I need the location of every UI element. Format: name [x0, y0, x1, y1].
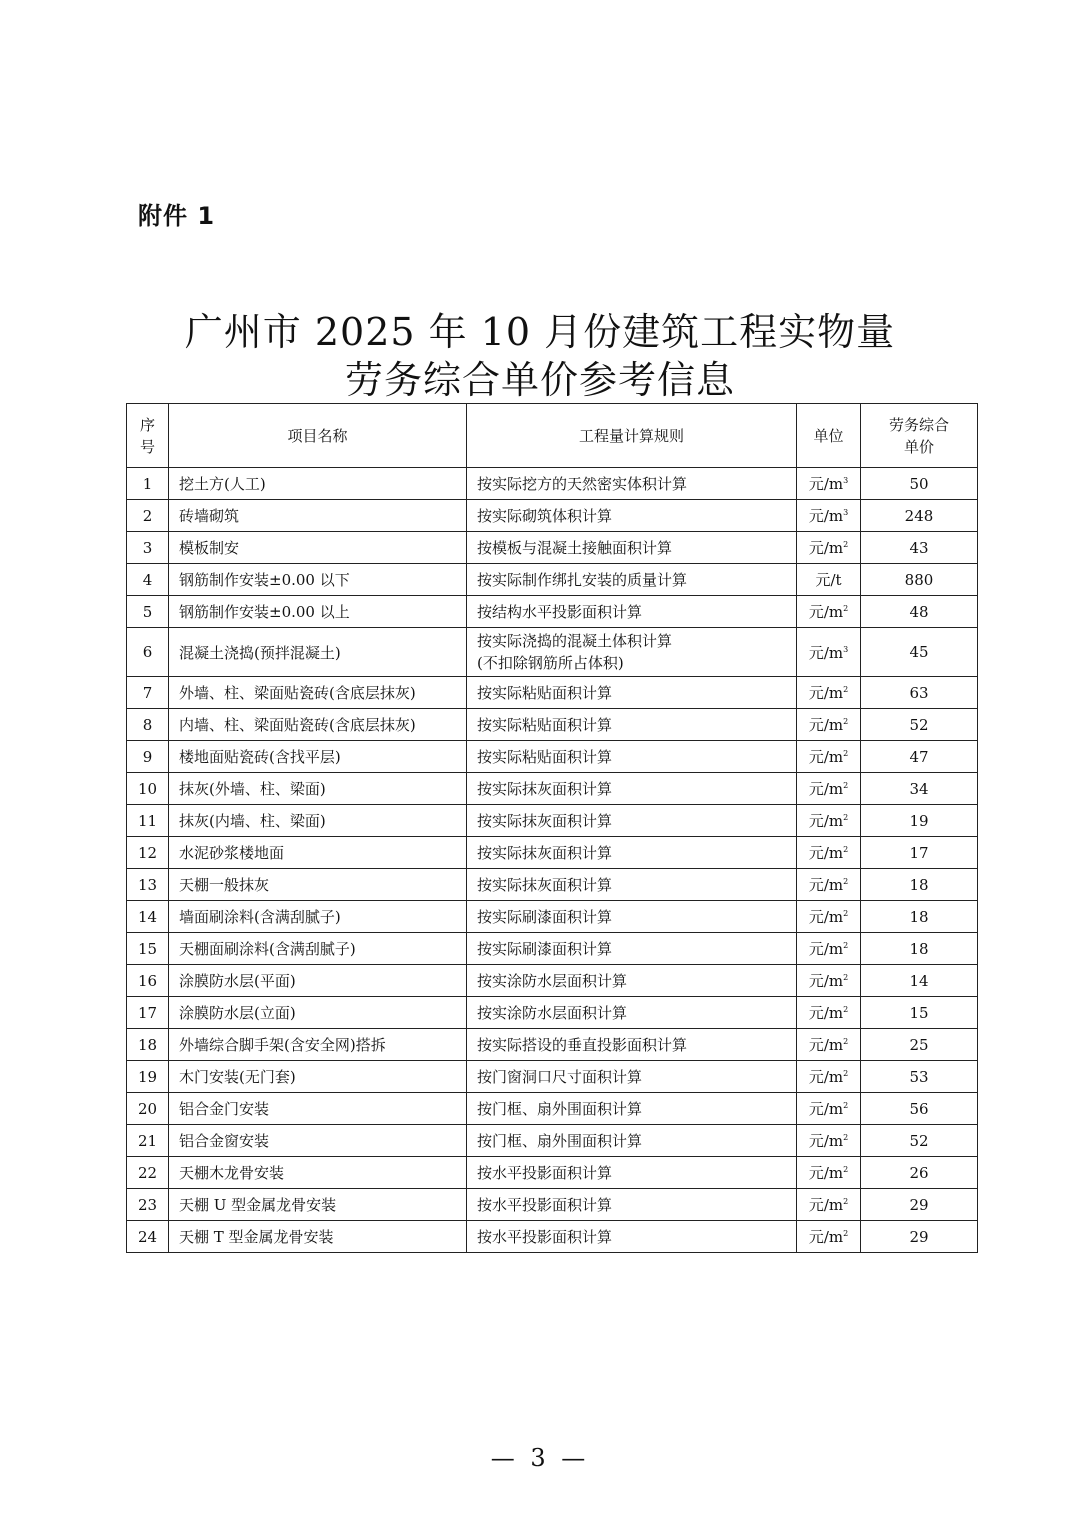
cell-calc-rule — [467, 596, 797, 628]
price-table — [126, 403, 978, 1253]
cell-calc-rule — [467, 1221, 797, 1253]
title-line-1: 广州市 2025 年 10 月份建筑工程实物量 — [184, 310, 896, 354]
table-row — [127, 596, 978, 628]
table-row — [127, 773, 978, 805]
cell-item-name: 木门安装(无门套) — [169, 1061, 467, 1093]
cell-unit — [797, 468, 861, 500]
cell-no: 20 — [127, 1093, 169, 1125]
unit-exponent: 2 — [843, 973, 849, 982]
cell-item-name: 钢筋制作安装±0.00 以上 — [169, 596, 467, 628]
cell-calc-rule — [467, 709, 797, 741]
unit-text: 元/m — [808, 1068, 844, 1086]
cell-calc-rule — [467, 997, 797, 1029]
cell-calc-rule — [467, 965, 797, 997]
cell-price: 50 — [861, 468, 978, 500]
table-body — [127, 468, 978, 1253]
cell-calc-rule — [467, 1125, 797, 1157]
cell-no: 9 — [127, 741, 169, 773]
cell-price: 47 — [861, 741, 978, 773]
unit-exponent: 2 — [843, 781, 849, 790]
attachment-label: 附件 1 — [138, 202, 216, 230]
cell-calc-rule — [467, 805, 797, 837]
cell-price: 29 — [861, 1221, 978, 1253]
cell-item-name: 墙面刷涂料(含满刮腻子) — [169, 901, 467, 933]
cell-price: 52 — [861, 709, 978, 741]
table-row — [127, 1157, 978, 1189]
cell-calc-rule — [467, 1093, 797, 1125]
unit-exponent: 2 — [843, 540, 849, 549]
cell-no: 22 — [127, 1157, 169, 1189]
unit-text: 元/m — [808, 643, 844, 662]
calc-rule-line: 按实际抹灰面积计算 — [477, 811, 613, 830]
cell-no: 18 — [127, 1029, 169, 1061]
cell-unit — [797, 837, 861, 869]
cell-unit — [797, 1029, 861, 1061]
cell-price: 34 — [861, 773, 978, 805]
cell-item-name: 挖土方(人工) — [169, 468, 467, 500]
cell-item-name: 砖墙砌筑 — [169, 500, 467, 532]
table-row — [127, 500, 978, 532]
calc-rule-line: 按实际刷漆面积计算 — [477, 939, 613, 958]
cell-item-name: 抹灰(外墙、柱、梁面) — [169, 773, 467, 805]
cell-item-name: 天棚 T 型金属龙骨安装 — [169, 1221, 467, 1253]
cell-no: 8 — [127, 709, 169, 741]
calc-rule-line: 按实际挖方的天然密实体积计算 — [477, 474, 688, 493]
table-row — [127, 532, 978, 564]
cell-no: 1 — [127, 468, 169, 500]
table-header-row — [127, 404, 978, 468]
cell-unit — [797, 1093, 861, 1125]
calc-rule-line: 按实际抹灰面积计算 — [477, 875, 613, 894]
cell-calc-rule — [467, 1189, 797, 1221]
unit-text: 元/m — [808, 539, 844, 557]
cell-unit — [797, 564, 861, 596]
cell-unit — [797, 741, 861, 773]
cell-unit — [797, 1221, 861, 1253]
cell-no: 4 — [127, 564, 169, 596]
cell-price: 63 — [861, 677, 978, 709]
table-row — [127, 741, 978, 773]
cell-calc-rule — [467, 677, 797, 709]
cell-unit — [797, 965, 861, 997]
calc-rule-note: (不扣除钢筋所占体积) — [477, 654, 624, 672]
cell-unit — [797, 1157, 861, 1189]
unit-text: 元/m — [808, 876, 844, 894]
unit-text: 元/m — [808, 1004, 844, 1022]
header-no: 序 号 — [127, 404, 169, 468]
table-row — [127, 1093, 978, 1125]
unit-text: 元/m — [808, 1228, 844, 1246]
cell-unit — [797, 773, 861, 805]
unit-exponent: 2 — [843, 1229, 849, 1238]
cell-item-name: 天棚木龙骨安装 — [169, 1157, 467, 1189]
unit-exponent: 2 — [843, 1101, 849, 1110]
table-row — [127, 677, 978, 709]
unit-exponent: 3 — [843, 644, 849, 654]
unit-text: 元/m — [808, 812, 844, 830]
calc-rule-line: 按实际刷漆面积计算 — [477, 907, 613, 926]
cell-calc-rule — [467, 532, 797, 564]
unit-text: 元/m — [808, 780, 844, 798]
table-row — [127, 468, 978, 500]
cell-unit — [797, 997, 861, 1029]
header-name: 项目名称 — [169, 404, 467, 468]
unit-text: 元/m — [808, 940, 844, 958]
cell-price: 17 — [861, 837, 978, 869]
calc-rule-line: 按实际粘贴面积计算 — [477, 715, 613, 734]
cell-calc-rule — [467, 1061, 797, 1093]
cell-item-name: 抹灰(内墙、柱、梁面) — [169, 805, 467, 837]
unit-text: 元/m — [808, 1036, 844, 1054]
table-row — [127, 965, 978, 997]
cell-unit — [797, 532, 861, 564]
unit-exponent: 2 — [843, 941, 849, 950]
unit-exponent: 2 — [843, 1005, 849, 1014]
cell-price: 52 — [861, 1125, 978, 1157]
unit-exponent: 2 — [843, 1069, 849, 1078]
cell-no: 21 — [127, 1125, 169, 1157]
unit-exponent: 2 — [843, 1197, 849, 1206]
header-rule: 工程量计算规则 — [467, 404, 797, 468]
cell-price: 18 — [861, 901, 978, 933]
unit-exponent: 2 — [843, 845, 849, 854]
table-row — [127, 997, 978, 1029]
cell-unit — [797, 500, 861, 532]
cell-unit — [797, 1061, 861, 1093]
table-row — [127, 1061, 978, 1093]
calc-rule-line: 按实际浇捣的混凝土体积计算 — [477, 632, 673, 650]
cell-unit — [797, 628, 861, 677]
cell-no: 17 — [127, 997, 169, 1029]
cell-unit — [797, 677, 861, 709]
cell-no: 5 — [127, 596, 169, 628]
unit-exponent: 3 — [843, 476, 849, 485]
unit-text: 元/m — [808, 1196, 844, 1214]
header-price: 劳务综合 单价 — [861, 404, 978, 468]
unit-text: 元/m — [808, 1164, 844, 1182]
cell-no: 6 — [127, 628, 169, 677]
cell-item-name: 钢筋制作安装±0.00 以下 — [169, 564, 467, 596]
table-row — [127, 1125, 978, 1157]
table-row — [127, 1189, 978, 1221]
cell-item-name: 天棚 U 型金属龙骨安装 — [169, 1189, 467, 1221]
calc-rule-line: 按水平投影面积计算 — [477, 1227, 613, 1246]
cell-no: 7 — [127, 677, 169, 709]
cell-item-name: 内墙、柱、梁面贴瓷砖(含底层抹灰) — [169, 709, 467, 741]
table-row — [127, 901, 978, 933]
cell-no: 12 — [127, 837, 169, 869]
unit-text: 元/m — [808, 507, 844, 525]
table-row — [127, 628, 978, 677]
cell-no: 2 — [127, 500, 169, 532]
cell-price: 29 — [861, 1189, 978, 1221]
unit-exponent: 2 — [843, 717, 849, 726]
table-row — [127, 1029, 978, 1061]
cell-calc-rule — [467, 500, 797, 532]
cell-calc-rule — [467, 564, 797, 596]
calc-rule-line: 按实际粘贴面积计算 — [477, 683, 613, 702]
cell-item-name: 天棚一般抹灰 — [169, 869, 467, 901]
unit-exponent: 2 — [843, 813, 849, 822]
calc-rule-line: 按门窗洞口尺寸面积计算 — [477, 1067, 643, 1086]
unit-text: 元/m — [808, 1100, 844, 1118]
cell-item-name: 涂膜防水层(立面) — [169, 997, 467, 1029]
unit-text: 元/m — [808, 844, 844, 862]
unit-exponent: 2 — [843, 877, 849, 886]
unit-text: 元/m — [808, 972, 844, 990]
document-title — [0, 308, 1080, 404]
unit-text: 元/m — [808, 475, 844, 493]
cell-unit — [797, 596, 861, 628]
unit-exponent: 3 — [843, 508, 849, 517]
cell-price: 14 — [861, 965, 978, 997]
cell-item-name: 楼地面贴瓷砖(含找平层) — [169, 741, 467, 773]
cell-calc-rule — [467, 468, 797, 500]
cell-calc-rule — [467, 628, 797, 677]
calc-rule-line: 按实际抹灰面积计算 — [477, 843, 613, 862]
calc-rule-line: 按结构水平投影面积计算 — [477, 602, 643, 621]
cell-price: 18 — [861, 869, 978, 901]
table-row — [127, 1221, 978, 1253]
cell-calc-rule — [467, 901, 797, 933]
unit-text: 元/m — [808, 748, 844, 766]
table-row — [127, 805, 978, 837]
cell-unit — [797, 901, 861, 933]
table-row — [127, 564, 978, 596]
cell-unit — [797, 1189, 861, 1221]
calc-rule-line: 按实际抹灰面积计算 — [477, 779, 613, 798]
cell-no: 16 — [127, 965, 169, 997]
calc-rule-line: 按实际砌筑体积计算 — [477, 506, 613, 525]
cell-calc-rule — [467, 837, 797, 869]
unit-exponent: 2 — [843, 1165, 849, 1174]
cell-price: 19 — [861, 805, 978, 837]
calc-rule-line: 按水平投影面积计算 — [477, 1163, 613, 1182]
cell-unit — [797, 709, 861, 741]
cell-price: 248 — [861, 500, 978, 532]
cell-unit — [797, 933, 861, 965]
unit-text: 元/m — [808, 603, 844, 621]
cell-item-name: 铝合金窗安装 — [169, 1125, 467, 1157]
cell-no: 14 — [127, 901, 169, 933]
calc-rule-line: 按门框、扇外围面积计算 — [477, 1131, 643, 1150]
unit-text: 元/m — [808, 716, 844, 734]
cell-price: 48 — [861, 596, 978, 628]
cell-no: 11 — [127, 805, 169, 837]
cell-calc-rule — [467, 1029, 797, 1061]
unit-exponent: 2 — [843, 604, 849, 613]
cell-item-name: 外墙综合脚手架(含安全网)搭拆 — [169, 1029, 467, 1061]
unit-exponent: 2 — [843, 1037, 849, 1046]
cell-calc-rule — [467, 741, 797, 773]
calc-rule-line: 按模板与混凝土接触面积计算 — [477, 538, 673, 557]
cell-price: 15 — [861, 997, 978, 1029]
cell-price: 25 — [861, 1029, 978, 1061]
cell-item-name: 水泥砂浆楼地面 — [169, 837, 467, 869]
calc-rule-line: 按实涂防水层面积计算 — [477, 1003, 628, 1022]
cell-item-name: 模板制安 — [169, 532, 467, 564]
cell-item-name: 天棚面刷涂料(含满刮腻子) — [169, 933, 467, 965]
cell-item-name: 铝合金门安装 — [169, 1093, 467, 1125]
header-unit: 单位 — [797, 404, 861, 468]
calc-rule-line: 按实际搭设的垂直投影面积计算 — [477, 1035, 688, 1054]
table-row — [127, 709, 978, 741]
calc-rule-line: 按实际粘贴面积计算 — [477, 747, 613, 766]
cell-item-name: 外墙、柱、梁面贴瓷砖(含底层抹灰) — [169, 677, 467, 709]
calc-rule-line: 按水平投影面积计算 — [477, 1195, 613, 1214]
unit-exponent: 2 — [843, 909, 849, 918]
title-line-2: 劳务综合单价参考信息 — [344, 358, 735, 402]
cell-item-name: 混凝土浇捣(预拌混凝土) — [169, 628, 467, 677]
cell-price: 18 — [861, 933, 978, 965]
unit-exponent: 2 — [843, 685, 849, 694]
cell-price: 45 — [861, 628, 978, 677]
cell-price: 53 — [861, 1061, 978, 1093]
cell-no: 15 — [127, 933, 169, 965]
cell-price: 43 — [861, 532, 978, 564]
table-row — [127, 933, 978, 965]
cell-calc-rule — [467, 1157, 797, 1189]
unit-text: 元/m — [808, 908, 844, 926]
cell-unit — [797, 869, 861, 901]
calc-rule-line: 按实际制作绑扎安装的质量计算 — [477, 570, 688, 589]
cell-unit — [797, 1125, 861, 1157]
calc-rule-line: 按门框、扇外围面积计算 — [477, 1099, 643, 1118]
unit-text: 元/m — [808, 1132, 844, 1150]
cell-no: 23 — [127, 1189, 169, 1221]
cell-calc-rule — [467, 869, 797, 901]
cell-no: 13 — [127, 869, 169, 901]
unit-text: 元/t — [815, 571, 842, 589]
cell-calc-rule — [467, 773, 797, 805]
page-number: — 3 — — [490, 1444, 590, 1472]
unit-exponent: 2 — [843, 1133, 849, 1142]
cell-item-name: 涂膜防水层(平面) — [169, 965, 467, 997]
cell-price: 56 — [861, 1093, 978, 1125]
cell-price: 880 — [861, 564, 978, 596]
cell-no: 3 — [127, 532, 169, 564]
cell-unit — [797, 805, 861, 837]
table-row — [127, 869, 978, 901]
unit-exponent: 2 — [843, 749, 849, 758]
unit-text: 元/m — [808, 684, 844, 702]
cell-no: 10 — [127, 773, 169, 805]
cell-calc-rule — [467, 933, 797, 965]
table-row — [127, 837, 978, 869]
calc-rule-line: 按实涂防水层面积计算 — [477, 971, 628, 990]
cell-no: 19 — [127, 1061, 169, 1093]
cell-no: 24 — [127, 1221, 169, 1253]
cell-price: 26 — [861, 1157, 978, 1189]
